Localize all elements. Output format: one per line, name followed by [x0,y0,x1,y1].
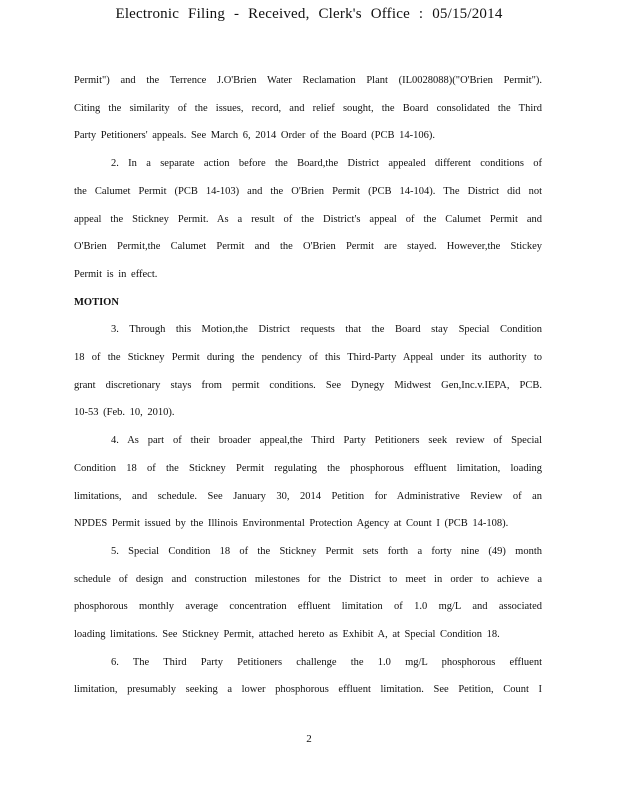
text-line: 6. The Third Party Petitioners challenge the 1.0 mg/L phosphorous effluent [111,656,542,668]
text-line: appeal the Stickney Permit. As a result of the District's appeal of the Calumet Permit and [74,213,542,225]
text-line: Citing the similarity of the issues, record, and relief sought, the Board consolidated the Third [74,102,542,114]
text-line: Condition 18 of the Stickney Permit regulating the phosphorous effluent limitation, loading [74,462,542,474]
text-line: Party Petitioners' appeals. See March 6, 2014 Order of the Board (PCB 14-106). [74,130,435,142]
page-number: 2 [306,733,312,745]
section-heading: MOTION [74,296,119,308]
text-line: schedule of design and construction milestones for the District to meet in order to achieve a [74,573,542,585]
text-line: loading limitations. See Stickney Permit, attached hereto as Exhibit A, at Special Condition 18. [74,629,500,641]
filing-header: Electronic Filing - Received, Clerk's Office : 05/15/2014 [115,6,503,22]
text-line: 3. Through this Motion,the District requests that the Board stay Special Condition [111,324,542,336]
text-line: 2. In a separate action before the Board,the District appealed different conditions of [111,158,542,170]
text-line: Permit") and the Terrence J.O'Brien Water Reclamation Plant (IL0028088)("O'Brien Permit"). [74,75,542,86]
text-line: 10-53 (Feb. 10, 2010). [74,407,175,419]
document-body [74,67,542,704]
text-line: O'Brien Permit,the Calumet Permit and the O'Brien Permit are stayed. However,the Stickey [74,241,542,253]
text-line: limitations, and schedule. See January 30, 2014 Petition for Administrative Review of an [74,490,542,502]
text-line: grant discretionary stays from permit conditions. See Dynegy Midwest Gen,Inc.v.IEPA, PCB. [74,379,542,391]
text-line: 5. Special Condition 18 of the Stickney Permit sets forth a forty nine (49) month [111,545,542,557]
text-line: the Calumet Permit (PCB 14-103) and the O'Brien Permit (PCB 14-104). The District did not [74,185,542,197]
text-line: 18 of the Stickney Permit during the pendency of this Third-Party Appeal under its authority to [74,352,542,364]
text-line: 4. As part of their broader appeal,the Third Party Petitioners seek review of Special [111,435,542,447]
text-line: limitation, presumably seeking a lower phosphorous effluent limitation. See Petition, Count I [74,684,542,696]
text-line: Permit is in effect. [74,268,158,280]
text-line: NPDES Permit issued by the Illinois Environmental Protection Agency at Count I (PCB 14-108). [74,518,509,530]
text-line: phosphorous monthly average concentration effluent limitation of 1.0 mg/L and associated [74,601,542,613]
